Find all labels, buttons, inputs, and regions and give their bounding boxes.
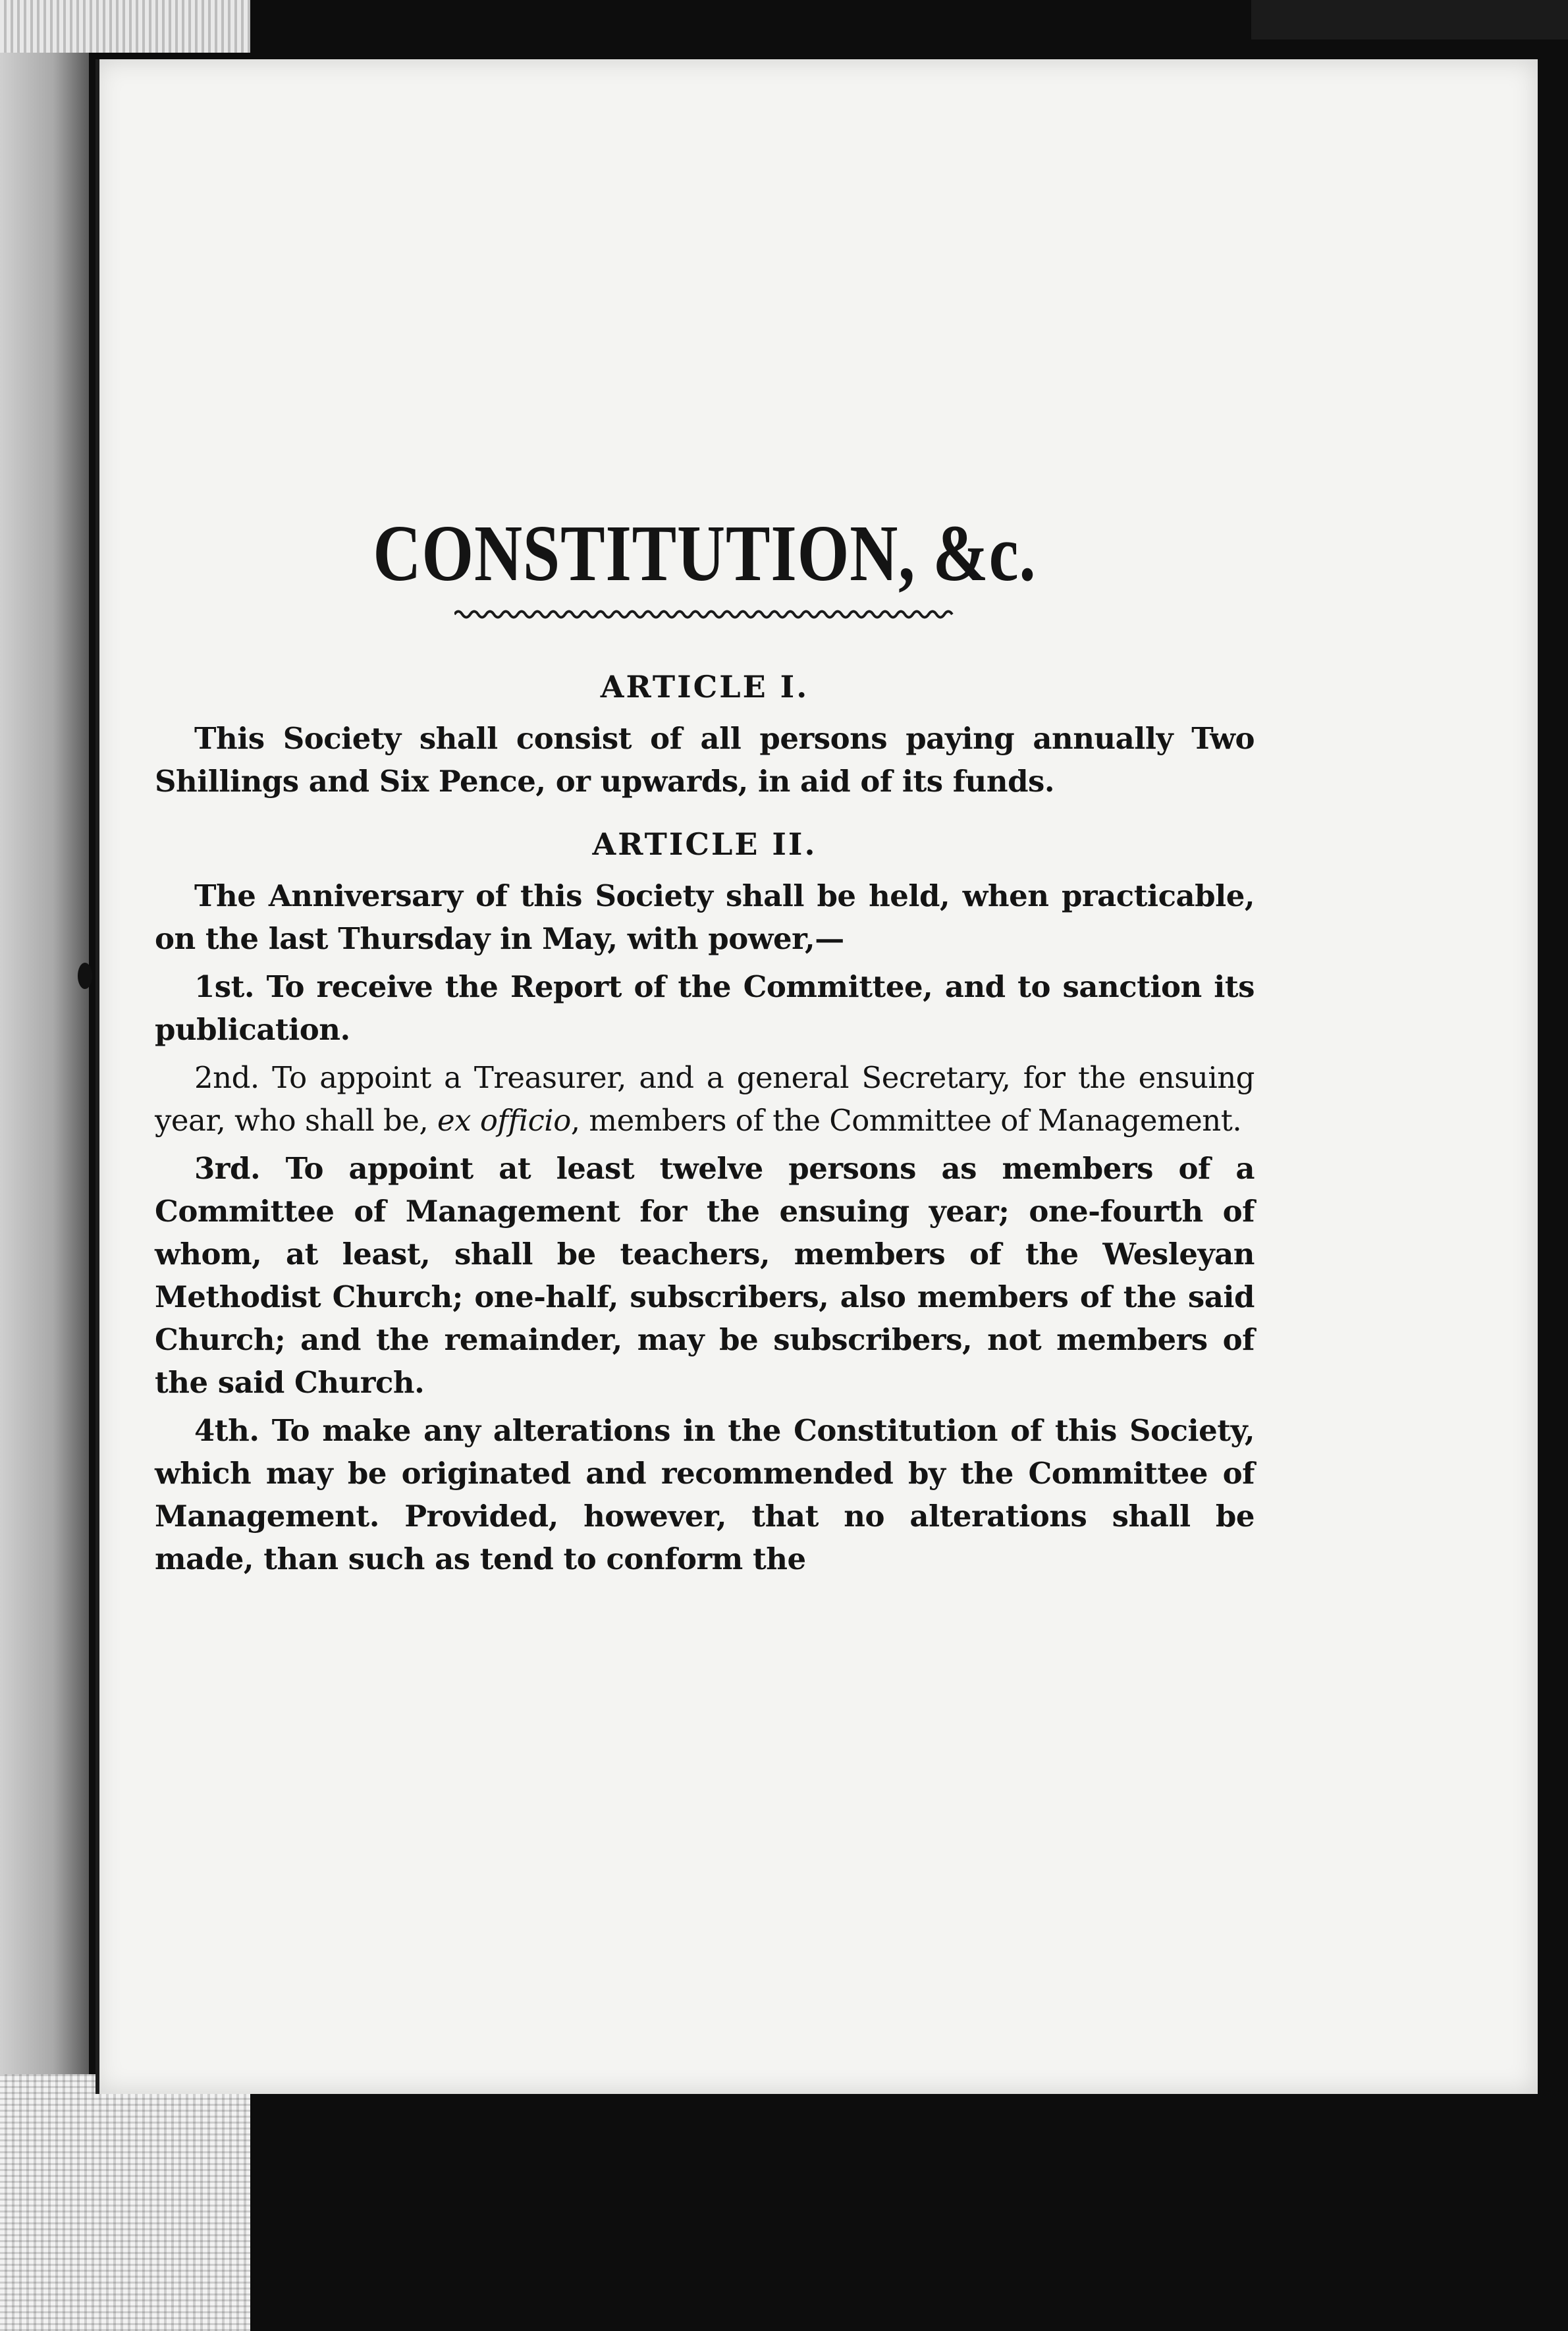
wavy-rule-ornament [454,606,955,623]
page-gutter [95,59,99,2094]
article-1-heading: ARTICLE I. [600,669,809,705]
page-content [155,509,1255,1586]
ink-blot [78,963,92,989]
article-2-heading: ARTICLE II. [592,826,817,863]
article-2-intro: The Anniversary of this Society shall be held, when practicable, on the last Thursday in May, with power,— [155,878,1255,957]
article-2-item-2 [155,1056,1255,1142]
article-2-item-4: 4th. To make any alterations in the Constitution of this Society, which may be originated and recommended by the Committee of Management. Provided, however, that no alterations shall be made, than such as tend to conform the [155,1413,1255,1577]
article-1-paragraph: This Society shall consist of all persons paying annually Two Shillings and Six Pence, or upwards, in aid of its funds. [155,721,1255,799]
scanner-edge-top-right [1251,0,1568,40]
scanner-edge-bottom [0,2074,250,2331]
scanner-left-margin [0,53,89,2094]
article-2 [155,826,1255,1580]
article-2-item-1: 1st. To receive the Report of the Committee, and to sanction its publication. [155,969,1255,1048]
article-2-item-3: 3rd. To appoint at least twelve persons as members of a Committee of Management for the ensuing year; one-fourth of whom, at least, shall be teachers, members of the Wesleyan Methodist Church; one-half, subscribers, also members of the said Church; and the remainder, may be subscribers, not members of the said Church. [155,1151,1255,1401]
scanner-edge-top [0,0,250,53]
item-2-text-after: , members of the Committee of Management. [570,1103,1242,1139]
item-2-italic-term: ex officio [437,1103,571,1139]
item-2-text-before: 2nd. To appoint a Treasurer, and a general Secretary, for the ensuing year, who shall be, [155,1060,1255,1139]
article-1 [155,669,1255,803]
document-title: CONSTITUTION, &c. [373,509,1037,598]
